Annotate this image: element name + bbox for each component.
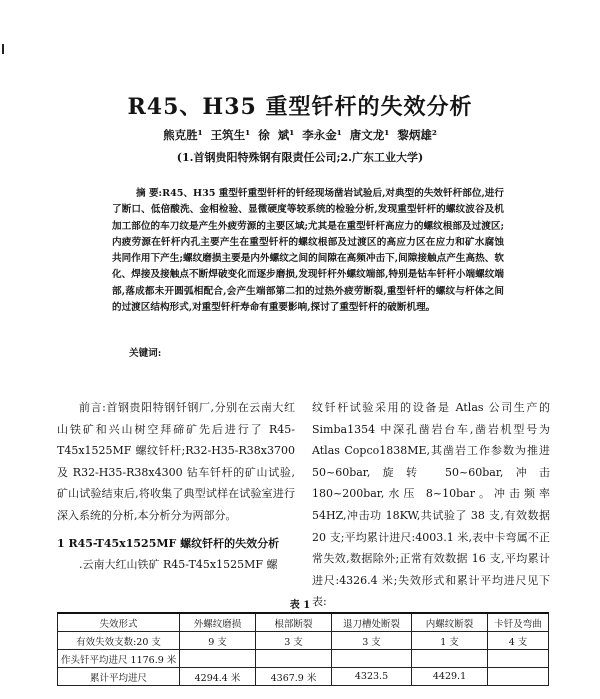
section-paragraph: .云南大红山铁矿 R45-T45x1525MF 螺 [79, 558, 278, 572]
abstract [112, 186, 504, 316]
table-cell: 1 支 [412, 632, 488, 650]
left-column [57, 397, 295, 576]
table-row [58, 632, 549, 650]
table-header-cell: 根部断裂 [256, 613, 332, 632]
table-caption: 表 1 [289, 600, 311, 611]
table-cell [488, 668, 549, 686]
paper-title: R45、H35 重型钎杆的失效分析 [127, 94, 473, 120]
table-cell: 4294.4 米 [180, 668, 256, 686]
table-cell: 4429.1 [412, 668, 488, 686]
abstract-label: 摘 要: [136, 188, 163, 199]
table-cell: 作头钎平均进尺 1176.9 米 [58, 650, 180, 668]
table-cell: 4 支 [488, 632, 549, 650]
failure-table [57, 612, 549, 686]
table-cell: 3 支 [332, 632, 412, 650]
table-cell: 有效失效支数:20 支 [58, 632, 180, 650]
table-cell: 9 支 [180, 632, 256, 650]
table-cell: 3 支 [256, 632, 332, 650]
table-header-cell: 退刀槽处断裂 [332, 613, 412, 632]
abstract-text: R45、H35 重型钎重型钎杆的钎经现场凿岩试验后,对典型的失效钎杆部位,进行了断口、低倍酸洗、金相检验、显微硬度等较系统的检验分析,发现重型钎杆的螺纹波谷及机加工部位的车刀纹是产生外疲劳源的主要区域;尤其是在重型钎杆高应力的螺纹根部及过渡区;内疲劳源在钎杆内孔主要产生在重型钎杆的螺纹根部及过渡区的高应力区在应力和矿水腐蚀共同作用下产生;螺纹磨损主要是内外螺纹之间的间隙在高频冲击下,间隙接触点产生高热、软化、焊接及接触点不断焊破变化而逐步磨损,发现钎杆外螺纹端部,特别是钻车钎杆小端螺纹端部,落成都未开圆弧相配合,会产生端部第二扣的过热外疲劳断裂,重型钎杆的螺纹与杆体之间的过渡区结构形式,对重型钎杆寿命有重要影响,探讨了重型钎杆的破断机理。 [112, 188, 504, 314]
table-cell [180, 650, 256, 668]
keywords-label: 关键词: [129, 348, 162, 359]
author-list: 熊克胜¹ 王筑生¹ 徐 斌¹ 李永金¹ 唐文龙¹ 黎炳雄² [163, 128, 437, 142]
section-heading: 1 R45-T45x1525MF 螺纹钎杆的失效分析 [57, 536, 280, 550]
table-header-cell: 外螺纹磨损 [180, 613, 256, 632]
test-description-paragraph: 纹钎杆试验采用的设备是 Atlas 公司生产的 Simba1354 中深孔凿岩台车,凿岩机型号为 Atlas Copco1838ME,其凿岩工作参数为推进 50~60bar,旋转 50~60bar,冲击 180~200bar,水压 8~10bar。冲击频率 54HZ,冲击功 18KW,共试验了 38 支,有效数据 20 支;平均累计进尺:4003.1 米,表中卡弯属不正常失效,数据除外;正常有效数据 16 支,平均累计进尺:4326.4 米;失效形式和累计平均进尺见下表: [312, 401, 550, 609]
table-cell: 累计平均进尺 [58, 668, 180, 686]
table-cell: 4367.9 米 [256, 668, 332, 686]
intro-paragraph: 前言:首钢贵阳特钢钎钢厂,分别在云南大红山铁矿和兴山树空拜碲矿先后进行了 R45-T45x1525MF 螺纹钎杆;R32-H35-R38x3700 及 R32-H35-R38x4300 钻车钎杆的矿山试验,矿山试验结束后,将收集了典型试样在试验室进行深入系统的分析,本分析分为两部分。 [57, 401, 295, 522]
table-cell [256, 650, 332, 668]
table-cell [332, 650, 412, 668]
table-header-cell: 卡钎及弯曲 [488, 613, 549, 632]
affiliation: (1.首钢贵阳特殊钢有限责任公司;2.广东工业大学) [176, 151, 424, 164]
table-header-cell: 内螺纹断裂 [412, 613, 488, 632]
page-corner-mark [2, 44, 12, 54]
table-row [58, 650, 549, 668]
table-header-cell: 失效形式 [58, 613, 180, 632]
table-cell [488, 650, 549, 668]
table-cell: 4323.5 [332, 668, 412, 686]
right-column [312, 397, 550, 613]
table-header-row [58, 613, 549, 632]
table-cell [412, 650, 488, 668]
table-row [58, 668, 549, 686]
